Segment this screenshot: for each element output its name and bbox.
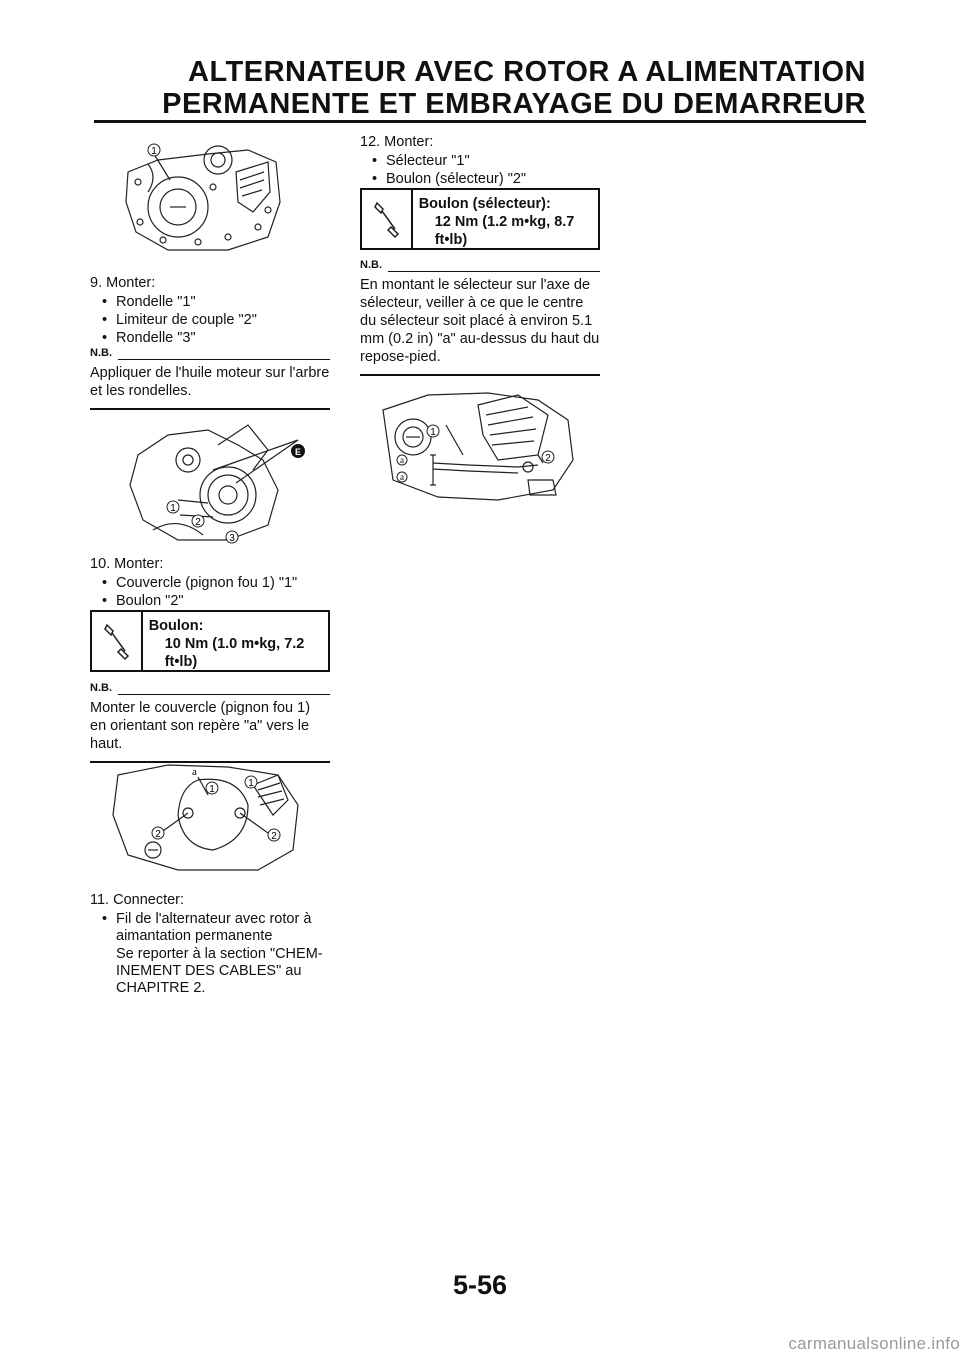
step-12-item-2: • Boulon (sélecteur) "2" bbox=[360, 171, 600, 188]
step-9 bbox=[90, 275, 330, 348]
torque-value: 10 Nm (1.0 m•kg, 7.2 ft•lb) bbox=[164, 636, 305, 670]
figure-callout-1b: 1 bbox=[248, 778, 254, 789]
nb-label: N.B. bbox=[90, 347, 112, 359]
nb-text: Appliquer de l'huile moteur sur l'arbre et les rondelles. bbox=[90, 365, 330, 399]
step-11-label: 11. Connecter: bbox=[90, 892, 185, 908]
torque-wrench-icon bbox=[362, 190, 413, 248]
figure-engine-washer bbox=[118, 132, 288, 257]
page-number: 5-56 bbox=[452, 1270, 508, 1300]
step-10-label: 10. Monter: bbox=[90, 556, 164, 572]
step-9-item-1: • Rondelle "1" bbox=[90, 294, 330, 311]
step-10-item-2: • Boulon "2" bbox=[90, 593, 330, 610]
figure-callout-a1: a bbox=[400, 455, 404, 465]
watermark: carmanualsonline.info bbox=[788, 1334, 960, 1353]
figure-callout-a2: a bbox=[400, 472, 404, 482]
figure-callout-2a: 2 bbox=[155, 829, 161, 840]
step-10-item-1: • Couvercle (pignon fou 1) "1" bbox=[90, 575, 330, 592]
step-12-item-1: • Sélecteur "1" bbox=[360, 153, 600, 170]
nb-text: En montant le sélecteur sur l'axe de sélecteur, veiller à ce que le centre du sélecteur soit placé à environ 5.1 mm (0.2 in) "a" au-dessus du haut du repose-pied. bbox=[360, 277, 600, 365]
step-9-label: 9. Monter: bbox=[90, 275, 156, 291]
torque-spec-2 bbox=[360, 188, 600, 250]
nb-note-3 bbox=[360, 259, 600, 376]
step-12 bbox=[360, 134, 600, 189]
step-11 bbox=[90, 892, 330, 997]
figure-idle-gear-cover bbox=[108, 755, 308, 875]
step-11-reference: Se reporter à la section "CHEM-INEMENT DES CABLES" au CHAPITRE 2. bbox=[116, 946, 323, 996]
figure-engine-oil-mark: E bbox=[294, 447, 302, 457]
figure-torque-limiter bbox=[118, 415, 310, 550]
step-12-label: 12. Monter: bbox=[360, 134, 434, 150]
torque-wrench-icon bbox=[92, 612, 143, 670]
figure-callout-1: 1 bbox=[170, 503, 176, 514]
page-title-line-1: ALTERNATEUR AVEC ROTOR A ALIMENTATION bbox=[188, 56, 866, 88]
nb-note-2 bbox=[90, 682, 330, 763]
figure-shift-pedal bbox=[378, 385, 578, 505]
torque-label: Boulon (sélecteur): bbox=[418, 196, 551, 212]
header-rule bbox=[94, 120, 866, 123]
nb-text: Monter le couvercle (pignon fou 1) en orientant son repère "a" vers le haut. bbox=[90, 700, 311, 752]
step-11-item-1: • Fil de l'alternateur avec rotor à aimantation permanente bbox=[90, 911, 330, 945]
page-title-line-2: PERMANENTE ET EMBRAYAGE DU DEMARREUR bbox=[162, 88, 866, 120]
nb-label: N.B. bbox=[90, 682, 112, 694]
nb-label: N.B. bbox=[360, 259, 382, 271]
torque-label: Boulon: bbox=[148, 618, 204, 634]
figure-callout-1: 1 bbox=[151, 146, 157, 157]
nb-note-1 bbox=[90, 347, 330, 410]
figure-callout-3: 3 bbox=[229, 533, 235, 544]
figure-callout-1: 1 bbox=[430, 427, 436, 438]
figure-callout-1a: 1 bbox=[209, 784, 215, 795]
figure-callout-2: 2 bbox=[195, 517, 201, 528]
torque-spec-1 bbox=[90, 610, 330, 672]
step-9-item-2: • Limiteur de couple "2" bbox=[90, 312, 330, 329]
step-10 bbox=[90, 556, 330, 611]
step-9-item-3: • Rondelle "3" bbox=[90, 330, 330, 347]
figure-callout-a: a bbox=[192, 766, 197, 778]
figure-callout-2: 2 bbox=[545, 453, 551, 464]
torque-value: 12 Nm (1.2 m•kg, 8.7 ft•lb) bbox=[434, 214, 575, 248]
figure-callout-2b: 2 bbox=[271, 831, 277, 842]
